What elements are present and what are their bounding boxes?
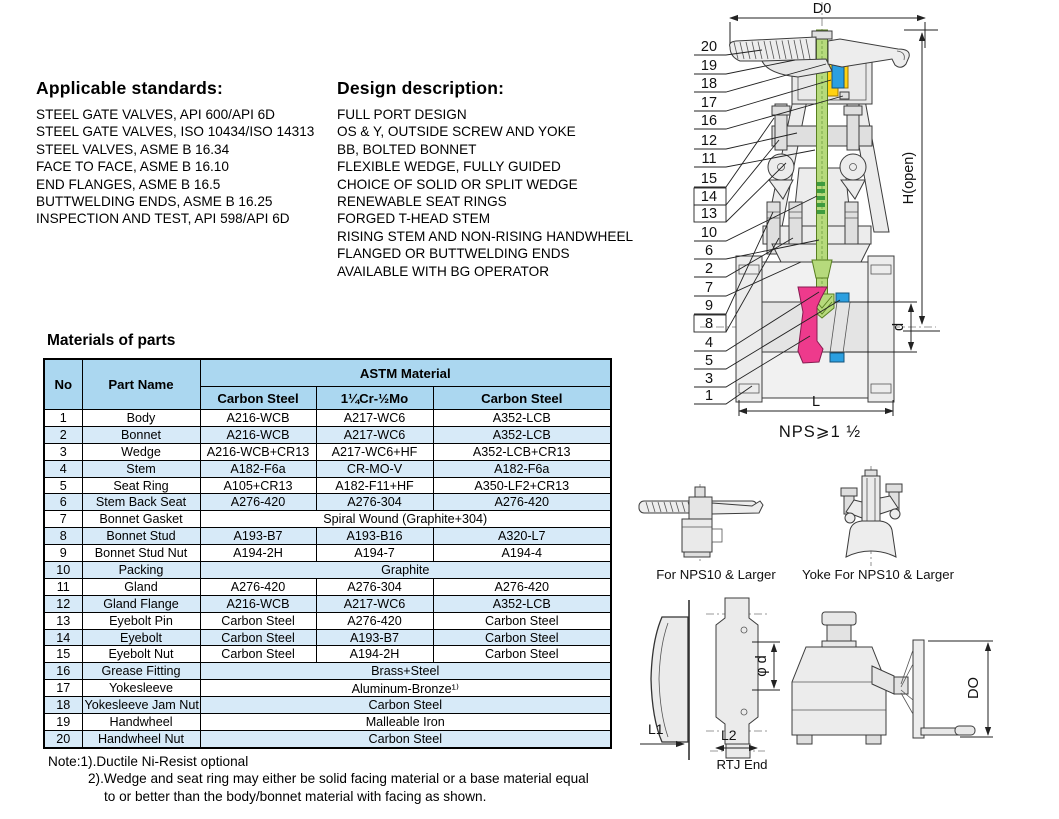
table-cell: A193-B16 [316, 528, 433, 545]
callout-number: 13 [700, 206, 718, 222]
table-cell: A276-420 [433, 494, 611, 511]
table-cell: CR-MO-V [316, 460, 433, 477]
table-row [44, 410, 611, 427]
table-cell: 12 [44, 595, 82, 612]
table-row [44, 443, 611, 460]
yokesleeve-bearing [832, 64, 844, 88]
table-cell: Body [82, 410, 200, 427]
col-header-carbon-steel-1: Carbon Steel [200, 387, 316, 410]
table-cell: A350-LF2+CR13 [433, 477, 611, 494]
table-cell: A217-WC6 [316, 426, 433, 443]
callout-number: 10 [700, 225, 718, 241]
handwheel-spoke [828, 39, 909, 67]
dim-label-l2: L2 [721, 727, 737, 743]
callout-number: 12 [700, 133, 718, 149]
callout-number: 2 [704, 261, 714, 277]
table-cell: Packing [82, 562, 200, 579]
table-cell: A105+CR13 [200, 477, 316, 494]
design-line: CHOICE OF SOLID OR SPLIT WEDGE [337, 176, 578, 192]
table-cell: 14 [44, 629, 82, 646]
table-cell: Yokesleeve Jam Nut [82, 697, 200, 714]
table-row [44, 730, 611, 747]
table-cell: 4 [44, 460, 82, 477]
standard-line: INSPECTION AND TEST, API 598/API 6D [36, 211, 290, 227]
standards-section [36, 78, 336, 228]
table-row [44, 528, 611, 545]
design-section [337, 78, 657, 280]
callout-number: 11 [701, 151, 717, 167]
seat-ring-lower [830, 353, 844, 362]
table-cell: Carbon Steel [200, 697, 611, 714]
table-cell: Yokesleeve [82, 680, 200, 697]
dim-label-d0: D0 [812, 1, 832, 17]
table-cell: Carbon Steel [433, 646, 611, 663]
callout-number: 19 [700, 58, 718, 74]
figure-caption-rtj: RTJ End [716, 757, 768, 772]
figure-yoke-nps10 [802, 466, 955, 582]
table-header-row [44, 359, 611, 387]
note-line: Note:1).Ductile Ni-Resist optional [48, 754, 249, 769]
table-cell: A352-LCB [433, 595, 611, 612]
table-cell: 11 [44, 578, 82, 595]
col-header-cr-mo: 1¼Cr-½Mo [316, 387, 433, 410]
design-line: FLANGED OR BUTTWELDING ENDS [337, 246, 570, 262]
table-row [44, 460, 611, 477]
table-row [44, 629, 611, 646]
table-cell: Eyebolt [82, 629, 200, 646]
col-header-astm: ASTM Material [200, 359, 611, 387]
table-row [44, 680, 611, 697]
table-cell: A216-WCB [200, 595, 316, 612]
callout-number: 8 [704, 316, 714, 332]
seat-ring-upper [836, 293, 849, 302]
dim-label-l1: L1 [648, 721, 664, 737]
callout-number: 16 [700, 113, 718, 129]
table-cell: A194-2H [200, 545, 316, 562]
callout-number: 5 [704, 353, 714, 369]
table-cell: 19 [44, 714, 82, 731]
dimension-h-open [901, 30, 940, 331]
table-row [44, 595, 611, 612]
table-cell: A352-LCB [433, 426, 611, 443]
nps-size-note: NPS⩾1 ½ [778, 423, 862, 441]
table-cell: A217-WC6+HF [316, 443, 433, 460]
dim-label-do: DO [966, 677, 982, 699]
figure-caption-nps10: For NPS10 & Larger [656, 567, 776, 582]
table-cell: 17 [44, 680, 82, 697]
design-line: FLEXIBLE WEDGE, FULLY GUIDED [337, 159, 561, 175]
table-cell: A352-LCB+CR13 [433, 443, 611, 460]
standard-line: STEEL GATE VALVES, API 600/API 6D [36, 107, 276, 122]
table-cell: Carbon Steel [200, 730, 611, 747]
table-cell: Carbon Steel [200, 612, 316, 629]
design-line: BB, BOLTED BONNET [337, 141, 477, 157]
table-cell: Bonnet [82, 426, 200, 443]
table-cell: Spiral Wound (Graphite+304) [200, 511, 611, 528]
table-cell: A352-LCB [433, 410, 611, 427]
design-title: Design description: [337, 78, 505, 98]
table-cell: 10 [44, 562, 82, 579]
table-cell: A193-B7 [316, 629, 433, 646]
table-cell: A216-WCB [200, 410, 316, 427]
table-cell: A276-420 [316, 612, 433, 629]
callout-number: 3 [704, 371, 714, 387]
table-cell: 5 [44, 477, 82, 494]
callout-number: 15 [700, 171, 718, 187]
table-cell: A276-420 [200, 494, 316, 511]
table-cell: A182-F6a [200, 460, 316, 477]
table-cell: 7 [44, 511, 82, 528]
note-line: 2).Wedge and seat ring may either be solid facing material or a base material equal [88, 771, 589, 787]
figure-rtj-end [706, 598, 780, 772]
callout-number: 7 [704, 280, 714, 296]
design-line: FORGED T-HEAD STEM [337, 211, 491, 227]
standard-line: STEEL GATE VALVES, ISO 10434/ISO 14313 [36, 124, 315, 140]
table-cell: 1 [44, 410, 82, 427]
table-cell: 9 [44, 545, 82, 562]
gate-valve-section-view [700, 1, 940, 441]
table-cell: Gland Flange [82, 595, 200, 612]
table-cell: A193-B7 [200, 528, 316, 545]
table-cell: A217-WC6 [316, 410, 433, 427]
table-cell: Bonnet Gasket [82, 511, 200, 528]
standards-title: Applicable standards: [36, 78, 224, 98]
dim-label-d: d [891, 322, 907, 332]
table-cell: 2 [44, 426, 82, 443]
table-cell: A194-4 [433, 545, 611, 562]
table-cell: A276-304 [316, 578, 433, 595]
table-cell: A194-7 [316, 545, 433, 562]
figure-bevel-gear-operator [792, 612, 993, 744]
table-cell: Wedge [82, 443, 200, 460]
table-cell: 16 [44, 663, 82, 680]
materials-title: Materials of parts [47, 332, 176, 349]
standard-line: FACE TO FACE, ASME B 16.10 [36, 159, 229, 175]
table-cell: Malleable Iron [200, 714, 611, 731]
standard-line: END FLANGES, ASME B 16.5 [36, 176, 221, 192]
table-cell: A276-304 [316, 494, 433, 511]
design-line: FULL PORT DESIGN [337, 107, 467, 122]
callout-number: 18 [700, 76, 718, 92]
grease-fitting [840, 92, 849, 99]
table-cell: A182-F6a [433, 460, 611, 477]
callout-number: 9 [704, 298, 714, 314]
table-cell: Bonnet Stud [82, 528, 200, 545]
table-row [44, 714, 611, 731]
table-cell: Eyebolt Pin [82, 612, 200, 629]
figure-buttweld-end [640, 600, 689, 760]
note-line: to or better than the body/bonnet material with facing as shown. [104, 788, 487, 804]
table-cell: Stem Back Seat [82, 494, 200, 511]
dim-label-h-open: H(open) [901, 151, 917, 205]
callout-number: 17 [700, 95, 718, 111]
design-line: AVAILABLE WITH BG OPERATOR [337, 263, 550, 279]
table-cell: Handwheel Nut [82, 730, 200, 747]
table-row [44, 511, 611, 528]
valve-technical-drawing [630, 0, 1059, 790]
table-cell: Graphite [200, 562, 611, 579]
table-row [44, 578, 611, 595]
dim-label-l: L [811, 394, 821, 410]
figure-nps10-handwheel [639, 484, 776, 582]
callout-number: 4 [704, 335, 714, 351]
table-cell: Carbon Steel [200, 646, 316, 663]
table-cell: Aluminum-Bronze¹⁾ [200, 680, 611, 697]
table-row [44, 646, 611, 663]
design-line: OS & Y, OUTSIDE SCREW AND YOKE [337, 124, 576, 140]
table-cell: Seat Ring [82, 477, 200, 494]
table-cell: A182-F11+HF [316, 477, 433, 494]
callout-number: 20 [700, 39, 718, 55]
table-cell: Handwheel [82, 714, 200, 731]
table-cell: 18 [44, 697, 82, 714]
table-row [44, 562, 611, 579]
table-cell: 8 [44, 528, 82, 545]
table-cell: A216-WCB+CR13 [200, 443, 316, 460]
table-cell: A216-WCB [200, 426, 316, 443]
col-header-carbon-steel-2: Carbon Steel [433, 387, 611, 410]
table-row [44, 663, 611, 680]
col-header-part-name: Part Name [82, 359, 200, 410]
table-cell: Carbon Steel [200, 629, 316, 646]
table-cell: A194-2H [316, 646, 433, 663]
table-cell: Eyebolt Nut [82, 646, 200, 663]
design-line: RISING STEM AND NON-RISING HANDWHEEL [337, 228, 634, 244]
table-cell: 3 [44, 443, 82, 460]
table-cell: Grease Fitting [82, 663, 200, 680]
table-cell: A276-420 [200, 578, 316, 595]
table-row [44, 545, 611, 562]
callout-number: 1 [704, 388, 714, 404]
table-cell: A320-L7 [433, 528, 611, 545]
standard-line: BUTTWELDING ENDS, ASME B 16.25 [36, 194, 273, 210]
table-cell: Carbon Steel [433, 612, 611, 629]
table-cell: Carbon Steel [433, 629, 611, 646]
notes-section [48, 753, 589, 805]
col-header-no: No [44, 359, 82, 410]
materials-table [43, 358, 612, 749]
table-cell: 15 [44, 646, 82, 663]
table-cell: A217-WC6 [316, 595, 433, 612]
table-cell: Bonnet Stud Nut [82, 545, 200, 562]
table-row [44, 426, 611, 443]
table-row [44, 612, 611, 629]
standard-line: STEEL VALVES, ASME B 16.34 [36, 141, 230, 157]
flange-left [736, 256, 762, 402]
table-cell: 20 [44, 730, 82, 747]
callout-number: 6 [704, 243, 714, 259]
table-cell: 13 [44, 612, 82, 629]
table-row [44, 494, 611, 511]
callout-number: 14 [700, 189, 718, 205]
figure-caption-yoke: Yoke For NPS10 & Larger [802, 567, 954, 582]
dim-label-phi-d: φ d [754, 655, 770, 677]
table-cell: Brass+Steel [200, 663, 611, 680]
table-cell: Gland [82, 578, 200, 595]
table-cell: A276-420 [433, 578, 611, 595]
table-row [44, 697, 611, 714]
design-line: RENEWABLE SEAT RINGS [337, 194, 507, 210]
table-row [44, 477, 611, 494]
table-cell: 6 [44, 494, 82, 511]
table-cell: Stem [82, 460, 200, 477]
